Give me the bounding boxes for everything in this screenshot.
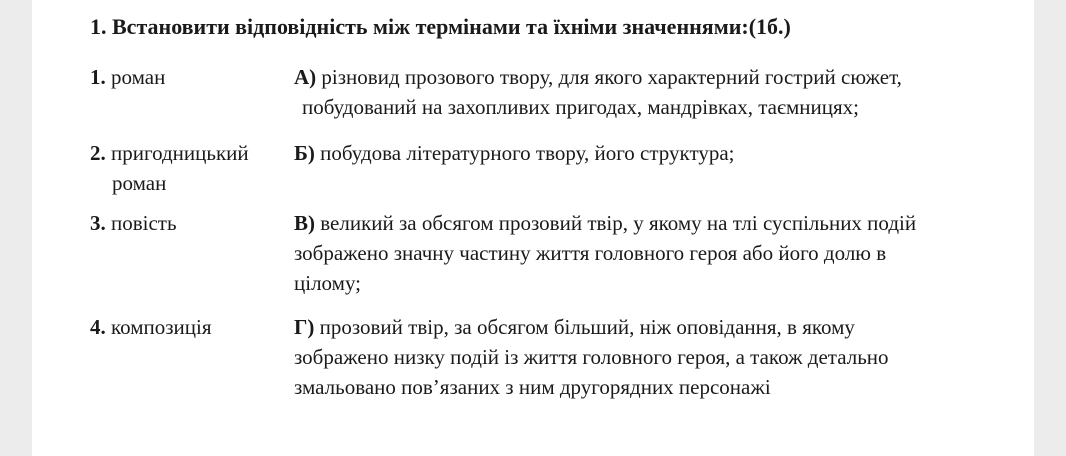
definition-letter: В) <box>294 211 315 235</box>
definition-line: побудова літературного твору, його структура; <box>320 141 735 165</box>
definition-line: прозовий твір, за обсягом більший, ніж оповідання, в якому <box>319 315 855 339</box>
task-title: 1. Встановити відповідність між термінами та їхніми значеннями:(1б.) <box>90 14 791 39</box>
term-text: повість <box>111 211 177 235</box>
definition-line: цілому; <box>294 271 361 295</box>
term-2 <box>90 138 249 198</box>
definition-v <box>294 208 1014 298</box>
term-number: 2. <box>90 141 106 165</box>
term-1 <box>90 62 165 92</box>
term-number: 3. <box>90 211 106 235</box>
definition-letter: Г) <box>294 315 315 339</box>
definition-line: змальовано пов’язаних з ним другорядних персонажі <box>294 375 771 399</box>
definition-b <box>294 138 1014 168</box>
term-text: роман <box>112 171 167 195</box>
document-page <box>32 0 1034 456</box>
term-number: 1. <box>90 65 106 89</box>
term-text: пригодницький <box>111 141 249 165</box>
term-text: композиція <box>111 315 212 339</box>
definition-line: різновид прозового твору, для якого характерний гострий сюжет, <box>321 65 902 89</box>
definition-letter: Б) <box>294 141 315 165</box>
definition-line: побудований на захопливих пригодах, мандрівках, таємницях; <box>302 95 859 119</box>
definition-line: великий за обсягом прозовий твір, у якому на тлі суспільних подій <box>320 211 917 235</box>
definition-a <box>294 62 1014 122</box>
definition-g <box>294 312 1014 402</box>
term-number: 4. <box>90 315 106 339</box>
definition-line: зображено низку подій із життя головного героя, а також детально <box>294 345 889 369</box>
term-4 <box>90 312 212 342</box>
definition-line: зображено значну частину життя головного героя або його долю в <box>294 241 887 265</box>
term-text: роман <box>111 65 166 89</box>
definition-letter: А) <box>294 65 317 89</box>
term-3 <box>90 208 177 238</box>
